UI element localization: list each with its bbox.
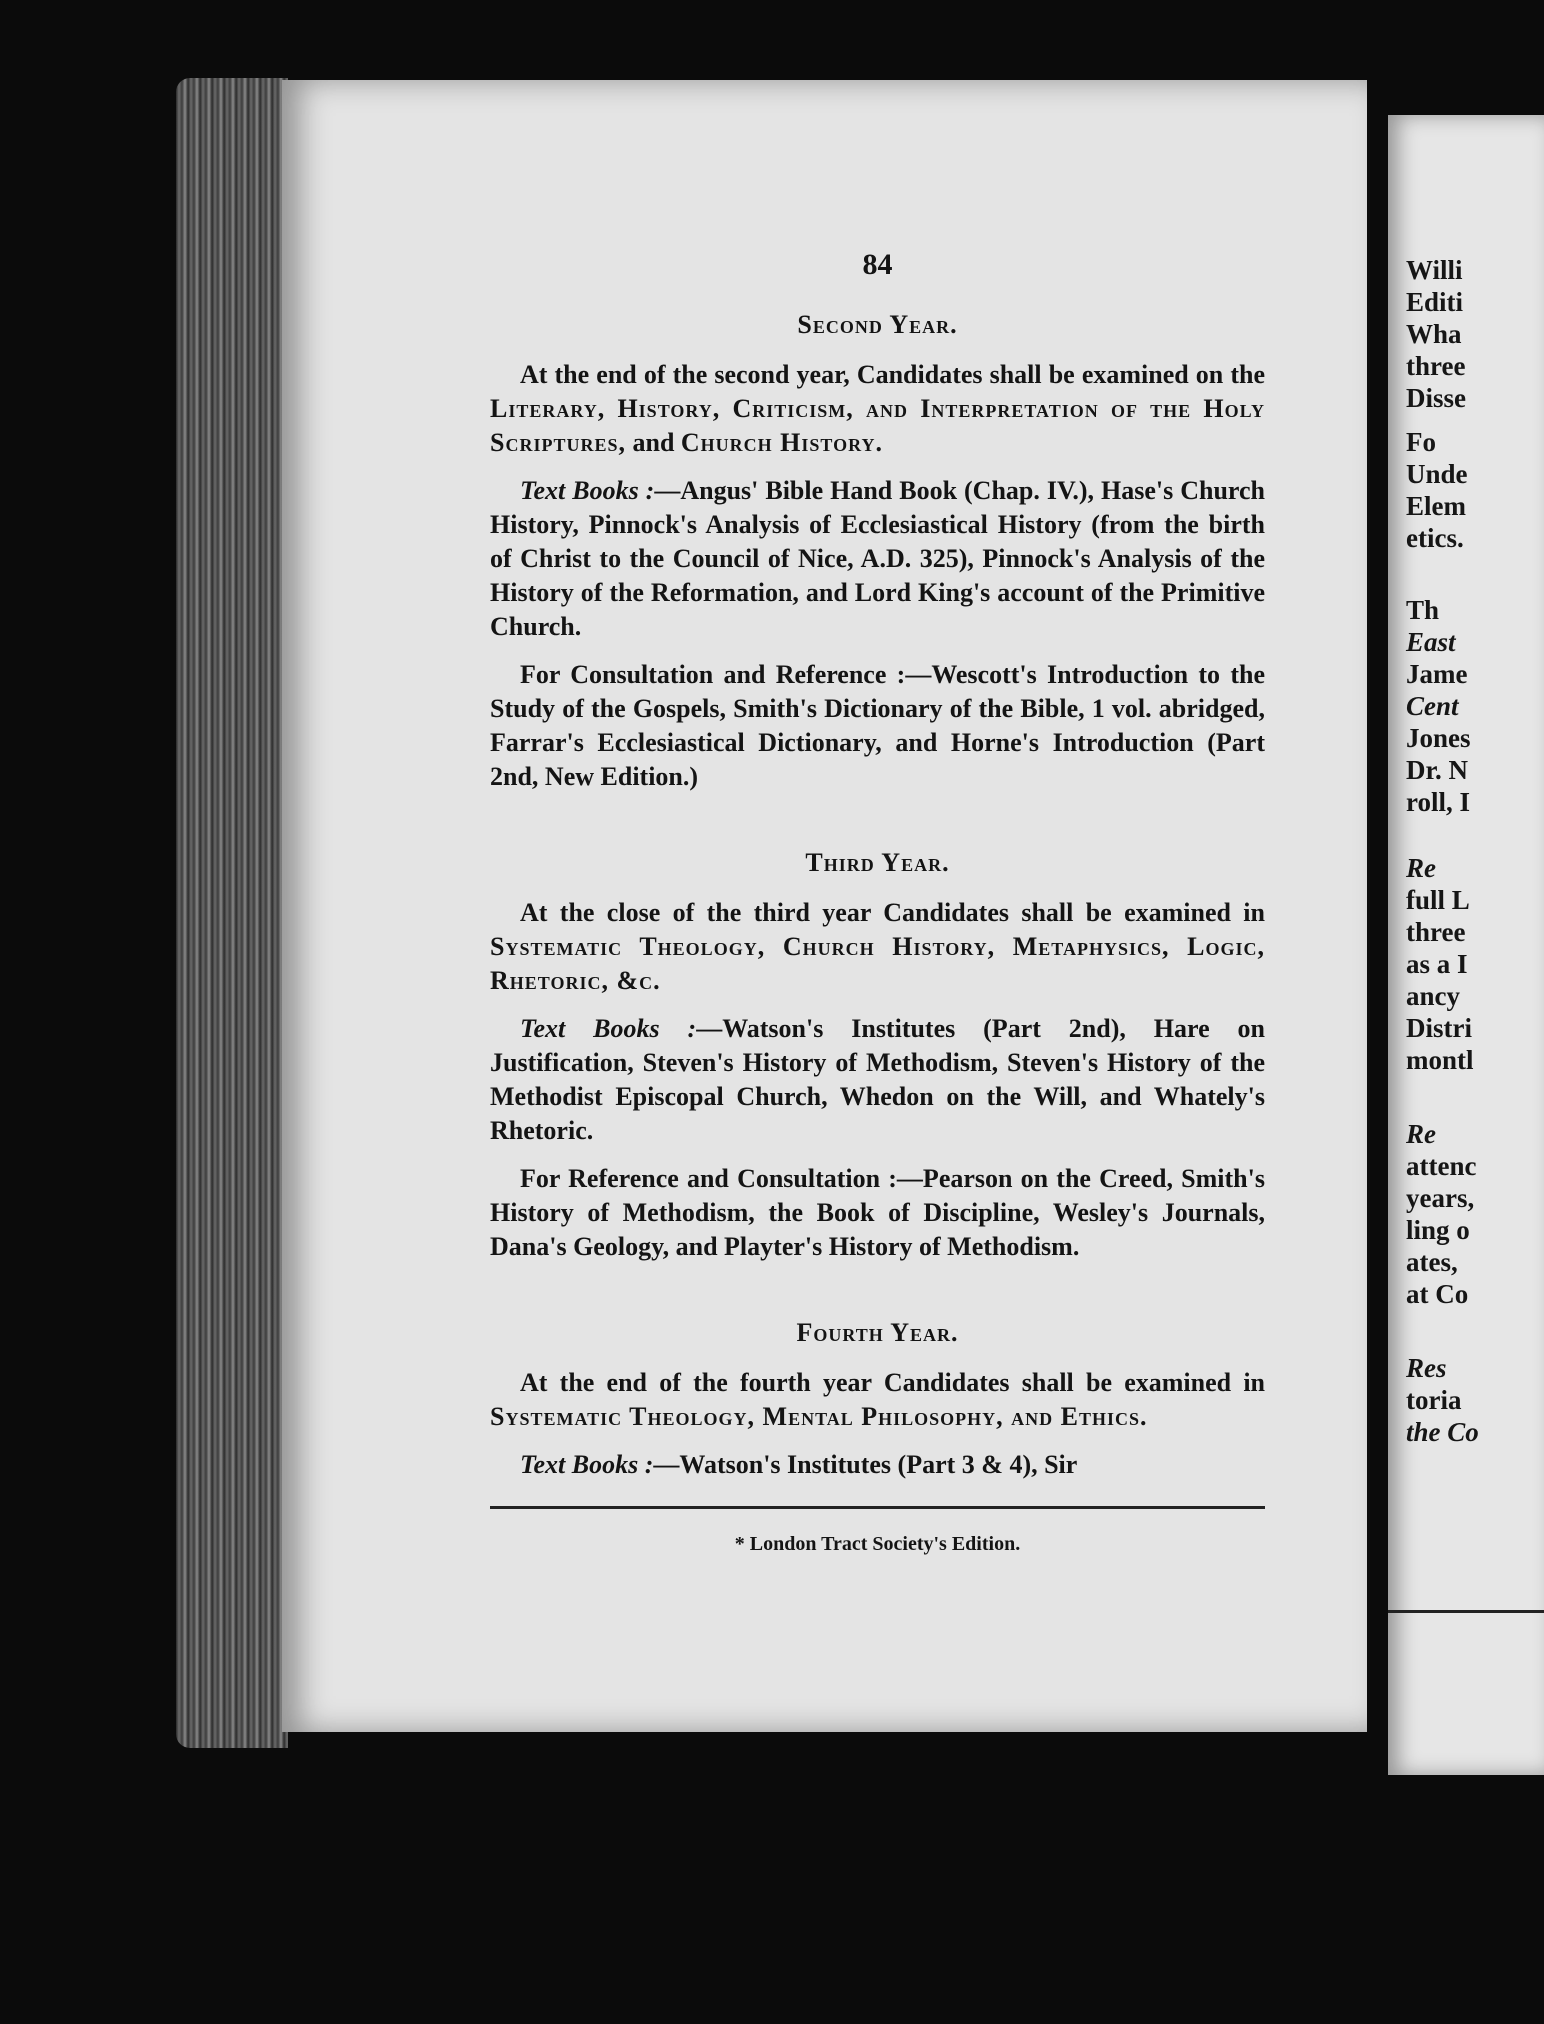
paragraph-text: For Consultation and Reference :—Wescott's Introduction to the Study of the Gospels, Smith's Dictionary of the Bible, 1 vol. abridged, Farrar's Ecclesiastical Dictionary, and Horne's Introduction (Part 2nd, New Edition.) bbox=[490, 660, 1265, 791]
paragraph bbox=[490, 474, 1265, 644]
right-page-line: Distri bbox=[1406, 1013, 1472, 1043]
right-page-line: ates, bbox=[1406, 1247, 1458, 1277]
right-page-line: attenc bbox=[1406, 1151, 1477, 1181]
right-page-line: etics. bbox=[1406, 523, 1464, 553]
sections bbox=[490, 308, 1265, 1482]
right-page-line: the Co bbox=[1406, 1417, 1479, 1447]
paragraph-lead: Text Books : bbox=[520, 1014, 697, 1043]
right-page-line: three bbox=[1406, 351, 1466, 381]
footnote: * London Tract Society's Edition. bbox=[734, 1533, 1021, 1555]
right-page-line: Dr. N bbox=[1406, 755, 1469, 785]
right-page-line: years, bbox=[1406, 1183, 1475, 1213]
paragraph-text: At the end of the second year, Candidates shall be examined on the bbox=[520, 360, 1265, 389]
right-page-line: ancy bbox=[1406, 981, 1460, 1011]
paragraph-text: At the close of the third year Candidates shall be examined in bbox=[520, 898, 1265, 927]
page-number: 84 bbox=[862, 248, 893, 281]
paragraph bbox=[490, 896, 1265, 998]
paragraph bbox=[490, 358, 1265, 460]
paragraph bbox=[490, 1448, 1265, 1482]
small-caps-subjects: Literary, History, Criticism, and Interpretation of the Holy Scriptures, bbox=[490, 394, 1265, 457]
right-page-line: Editi bbox=[1406, 287, 1464, 317]
right-page-line: Res bbox=[1406, 1353, 1447, 1383]
section-gap bbox=[490, 808, 1265, 832]
right-page-line: East bbox=[1406, 627, 1456, 657]
paragraph-text: —Angus' Bible Hand Book (Chap. IV.), Hase's Church History, Pinnock's Analysis of Ecclesiastical History (from the birth of Christ to the Council of Nice, A.D. 325), Pinnock's Analysis of the History of the Reformation, and Lord King's account of the Primitive Church. bbox=[490, 476, 1265, 641]
right-page-line: at Co bbox=[1406, 1279, 1469, 1309]
right-page-line: Th bbox=[1406, 595, 1440, 625]
right-page-line: Jame bbox=[1406, 659, 1468, 689]
right-page-line: Elem bbox=[1406, 491, 1466, 521]
right-page-line: Fo bbox=[1406, 427, 1436, 457]
right-page-rule bbox=[1388, 1610, 1544, 1613]
paragraph-text: and bbox=[625, 428, 681, 457]
right-page-line: Wha bbox=[1406, 319, 1462, 349]
right-page-line: ling o bbox=[1406, 1215, 1470, 1245]
right-page-line: Re bbox=[1406, 1119, 1436, 1149]
paragraph-text: For Reference and Consultation :—Pearson on the Creed, Smith's History of Methodism, the Book of Discipline, Wesley's Journals, Dana's Geology, and Playter's History of Methodism. bbox=[490, 1164, 1265, 1261]
right-page-fragment bbox=[1388, 115, 1544, 1775]
small-caps-subjects: Systematic Theology, Church History, Metaphysics, Logic, Rhetoric, &c. bbox=[490, 932, 1265, 995]
section-heading: Second Year. bbox=[797, 310, 958, 339]
paragraph bbox=[490, 658, 1265, 794]
paragraph-lead: Text Books : bbox=[520, 476, 655, 505]
book-page-edges bbox=[176, 78, 288, 1748]
paragraph-text: —Watson's Institutes (Part 3 & 4), Sir bbox=[653, 1450, 1078, 1479]
paragraph bbox=[490, 1366, 1265, 1434]
paragraph-text: —Watson's Institutes (Part 2nd), Hare on Justification, Steven's History of Methodism, Steven's History of the Methodist Episcopal Church, Whedon on the Will, and Whately's Rhetoric. bbox=[490, 1014, 1265, 1145]
page-content bbox=[490, 248, 1265, 1561]
section-gap bbox=[490, 1278, 1265, 1302]
section-heading: Third Year. bbox=[805, 848, 950, 877]
right-page-line: three bbox=[1406, 917, 1466, 947]
right-page-line: toria bbox=[1406, 1385, 1462, 1415]
paragraph-text: At the end of the fourth year Candidates shall be examined in bbox=[520, 1368, 1265, 1397]
right-page-line: Jones bbox=[1406, 723, 1471, 753]
right-page-line: Cent bbox=[1406, 691, 1459, 721]
right-page-line: montl bbox=[1406, 1045, 1474, 1075]
paragraph-lead: Text Books : bbox=[520, 1450, 654, 1479]
right-page-line: Willi bbox=[1406, 255, 1463, 285]
right-page-line: full L bbox=[1406, 885, 1470, 915]
small-caps-subjects: Systematic Theology, Mental Philosophy, and Ethics. bbox=[490, 1402, 1148, 1431]
paragraph bbox=[490, 1012, 1265, 1148]
right-page-line: as a I bbox=[1406, 949, 1468, 979]
right-page-line: roll, I bbox=[1406, 787, 1471, 817]
small-caps-subjects: Church History. bbox=[680, 428, 883, 457]
right-page-line: Disse bbox=[1406, 383, 1466, 413]
right-page-line: Unde bbox=[1406, 459, 1468, 489]
footnote-rule bbox=[490, 1506, 1265, 1509]
paragraph bbox=[490, 1162, 1265, 1264]
section-heading: Fourth Year. bbox=[796, 1318, 959, 1347]
right-page-line: Re bbox=[1406, 853, 1436, 883]
